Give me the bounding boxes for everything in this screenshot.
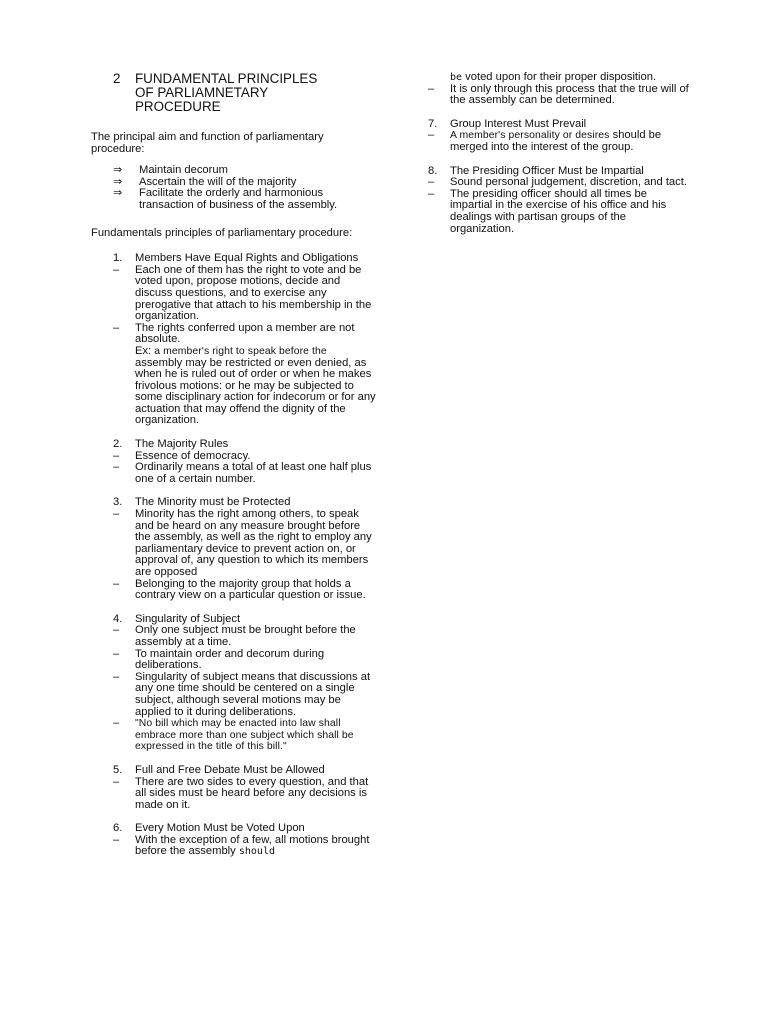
- principle-point: – Belonging to the majority group that holds a contrary view on a particular question or issue.: [113, 577, 366, 602]
- principle-point: – A member's personality or desires should be merged into the interest of the group.: [428, 129, 662, 153]
- example-text: Ex: a member's right to speak before the assembly may be restricted or even denied, as when he is ruled out of order or when he makes frivolous motions: or he may be subjected to some disciplinary action for indecorum or for any actuation that may offend the dignity of the organization.: [135, 344, 376, 427]
- principle-3: [113, 497, 376, 601]
- principle-heading: 3. The Minority must be Protected: [113, 496, 291, 509]
- principle-1: [113, 253, 376, 427]
- principle-2: [113, 439, 376, 485]
- principle-quote: – "No bill which may be enacted into law shall embrace more than one subject which shall be expressed in the title of this bill.": [113, 717, 354, 753]
- list-item: ⇒ Ascertain the will of the majority: [113, 175, 297, 188]
- principle-7: [428, 119, 690, 154]
- principle-point: – Essence of democracy.: [113, 449, 251, 462]
- intro-paragraph: The principal aim and function of parliamentary procedure:: [91, 131, 324, 155]
- principle-heading: 5. Full and Free Debate Must be Allowed: [113, 763, 325, 776]
- principle-point: – To maintain order and decorum during deliberations.: [113, 647, 325, 672]
- principle-heading: 2. The Majority Rules: [113, 438, 229, 451]
- principle-point: – Minority has the right among others, to speak and be heard on any measure brought before the assembly, as well as the right to employ any parliamentary device to prevent action on, or approval of, any question to which its members are opposed: [113, 508, 372, 578]
- left-column: [91, 72, 376, 858]
- arrow-icon: ⇒: [113, 187, 123, 200]
- list-item: ⇒ Maintain decorum: [113, 164, 228, 177]
- arrow-icon: ⇒: [113, 164, 123, 177]
- principle-4: [113, 614, 376, 753]
- principle-point: – With the exception of a few, all motions brought before the assembly should: [113, 833, 370, 858]
- chapter-number: 2: [113, 71, 121, 86]
- principle-point: – Sound personal judgement, discretion, and tact.: [428, 176, 687, 189]
- chapter-heading: [113, 72, 376, 114]
- principle-heading: 8. The Presiding Officer Must be Impartial: [428, 164, 644, 177]
- right-column: [428, 72, 690, 235]
- principle-point: – The presiding officer should all times be impartial in the exercise of his office and his dealings with partisan groups of the organization.: [428, 187, 667, 235]
- principle-point: – Ordinarily means a total of at least one half plus one of a certain number.: [113, 461, 372, 485]
- fundamentals-intro: Fundamentals principles of parliamentary procedure:: [91, 226, 353, 239]
- aim-list: [113, 165, 376, 211]
- principle-point: – The rights conferred upon a member are not absolute.: [113, 321, 355, 346]
- principle-heading: 7. Group Interest Must Prevail: [428, 117, 587, 130]
- principle-point: – Only one subject must be brought before the assembly at a time.: [113, 624, 356, 648]
- principle-8: [428, 166, 690, 236]
- chapter-title: FUNDAMENTAL PRINCIPLES OF PARLIAMNETARY PROCEDURE: [135, 71, 318, 114]
- list-item: ⇒ Facilitate the orderly and harmonious transaction of business of the assembly.: [113, 187, 338, 211]
- principle-point: – Singularity of subject means that discussions at any one time should be centered on a single subject, although several motions may be applied to it during deliberations.: [113, 670, 371, 718]
- principle-heading: 6. Every Motion Must be Voted Upon: [113, 822, 305, 835]
- principle-point: – It is only through this process that the true will of the assembly can be determined.: [428, 82, 689, 107]
- arrow-icon: ⇒: [113, 175, 123, 188]
- principle-point: – There are two sides to every question, and that all sides must be heard before any decisions is made on it.: [113, 775, 369, 811]
- principle-6: [113, 823, 376, 858]
- principle-5: [113, 765, 376, 811]
- principle-heading: 4. Singularity of Subject: [113, 612, 241, 625]
- principle-6-continued: be voted upon for their proper disposition.: [450, 71, 657, 83]
- principle-point: – Each one of them has the right to vote and be voted upon, propose motions, decide and discuss questions, and to exercise any prerogative that attach to his membership in the organization.: [113, 263, 372, 323]
- principle-heading: 1. Members Have Equal Rights and Obligations: [113, 252, 359, 265]
